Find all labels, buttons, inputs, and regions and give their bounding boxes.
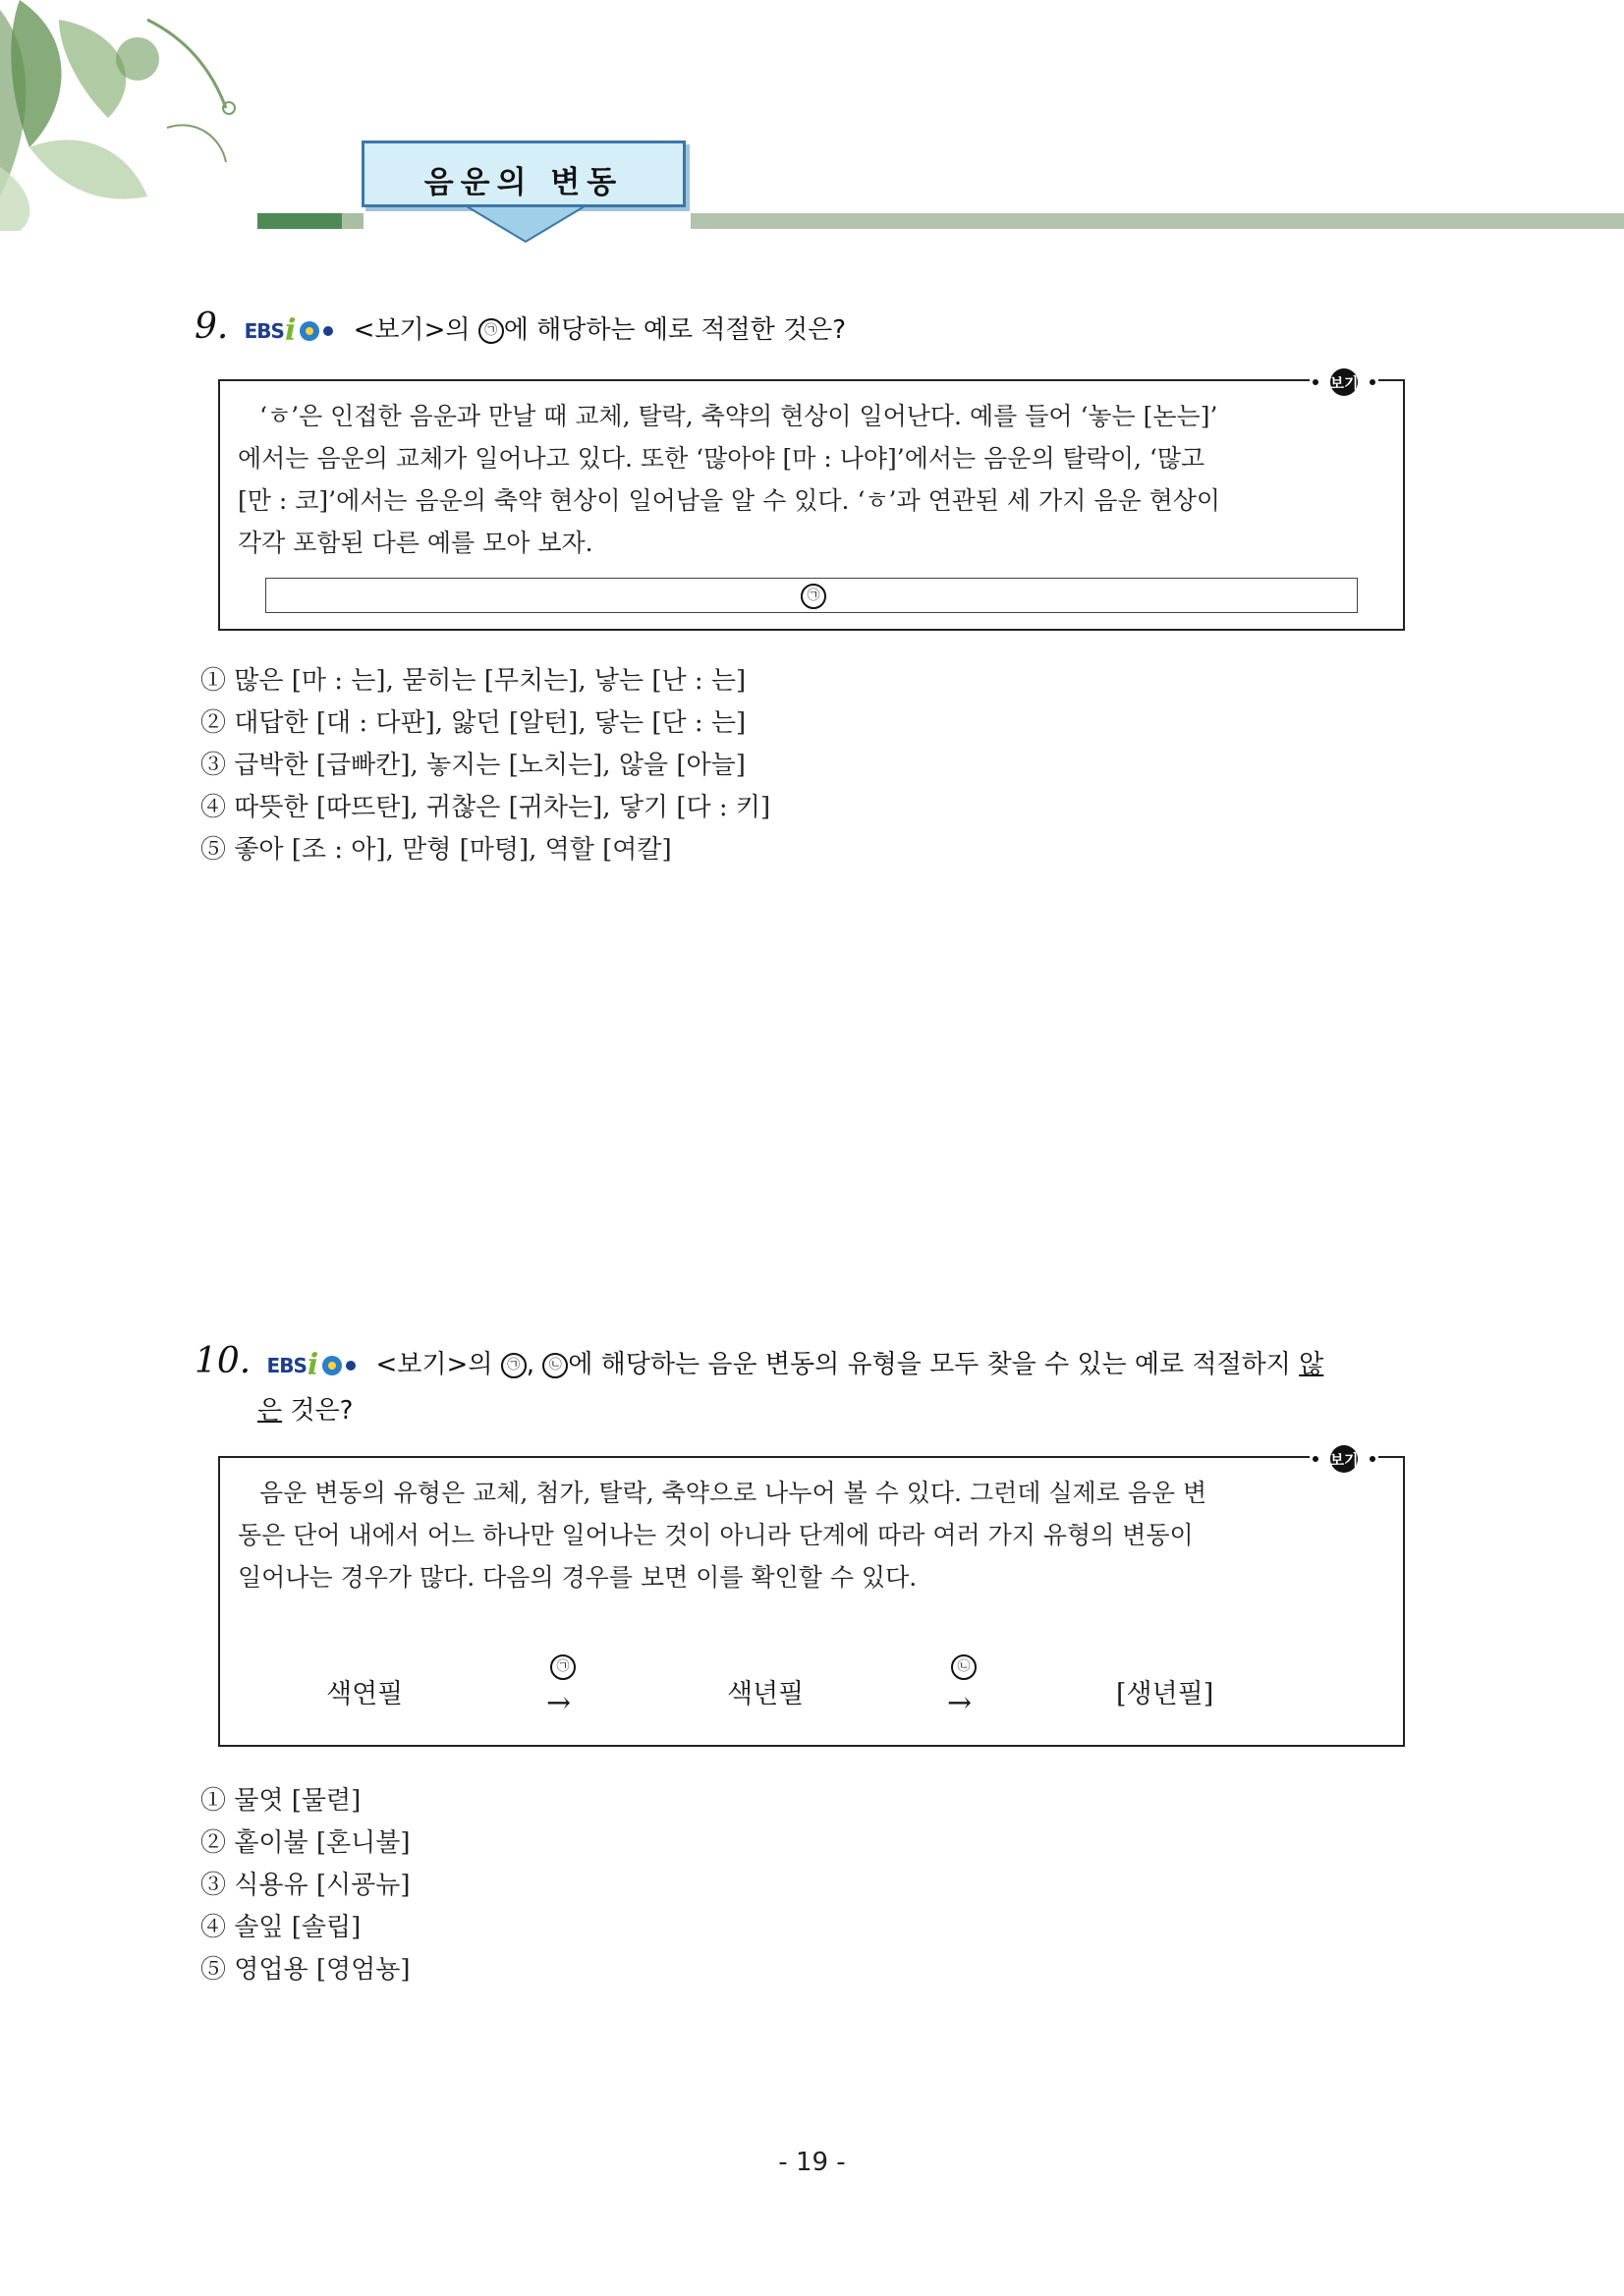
section-title: 음운의 변동: [423, 165, 624, 200]
choice-3[interactable]: ③ 식용유 [시굥뉴]: [200, 1871, 411, 1900]
step-marker-giyeok: ㉠: [550, 1654, 576, 1680]
question-9-blank-box: [265, 578, 1358, 613]
choice-1[interactable]: ① 많은 [마 : 는], 묻히는 [무치는], 낳는 [난 : 는]: [200, 666, 747, 696]
page-number: - 19 -: [778, 2148, 846, 2177]
step-marker-nieun: ㉡: [951, 1654, 977, 1680]
question-10-prompt-cont: 은 것은?: [257, 1396, 354, 1426]
title-arrow-icon: [462, 204, 589, 244]
header-bar-right: [691, 213, 1624, 229]
ebs-logo: EBS i: [267, 1348, 359, 1382]
bogi-badge-icon: [1310, 1442, 1378, 1476]
arrow-right-icon: →: [947, 1686, 973, 1720]
header-leaf-decoration: [0, 0, 255, 231]
marker-giyeok: ㉠: [501, 1353, 527, 1378]
marker-giyeok: ㉠: [478, 318, 504, 344]
question-9-prompt: 9. EBS i <보기>의 ㉠ 에 해당하는 예로 적절한 것은?: [195, 307, 847, 348]
question-10-number: 10.: [195, 1341, 252, 1381]
section-title-box: [362, 140, 686, 207]
flow-word-1: 색연필: [326, 1679, 404, 1709]
choice-5[interactable]: ⑤ 영업용 [영엄뇽]: [200, 1955, 411, 1985]
emphasis-underline: 않: [1299, 1350, 1324, 1379]
svg-text:보기: 보기: [1329, 1451, 1359, 1469]
flow-word-2: 색년필: [727, 1679, 805, 1709]
question-9-passage: ‘ㅎ’은 인접한 음운과 만날 때 교체, 탈락, 축약의 현상이 일어난다. 예를 들어 ‘놓는 [논는]’ 에서는 음운의 교체가 일어나고 있다. 또한 ‘많아야 [마 : 나야]’에서는 음운의 탈락이, ‘많고 [만 : 코]’에서는 음운의 축약 현상이 일어남을 알 수 있다. ‘ㅎ’과 연관된 세 가지 음운 현상이 각각 포함된 다른 예를 모아 보자.: [238, 402, 1221, 557]
choice-5[interactable]: ⑤ 좋아 [조 : 아], 맏형 [마텽], 역할 [여칼]: [200, 835, 672, 865]
choice-4[interactable]: ④ 따뜻한 [따뜨탄], 귀찮은 [귀차는], 닿기 [다 : 키]: [200, 793, 771, 822]
ebs-circle-icon: [298, 319, 335, 343]
bogi-badge-icon: [1310, 365, 1378, 399]
choice-1[interactable]: ① 물엿 [물렫]: [200, 1786, 362, 1816]
question-10-bogi-box: [218, 1456, 1405, 1747]
choice-3[interactable]: ③ 급박한 [급빠칸], 놓지는 [노치는], 않을 [아늘]: [200, 751, 746, 780]
choice-4[interactable]: ④ 솔잎 [솔립]: [200, 1913, 362, 1942]
question-9-bogi-box: [218, 379, 1405, 631]
flow-word-3: [생년필]: [1116, 1679, 1214, 1709]
question-9-number: 9.: [195, 307, 229, 347]
emphasis-underline: 은: [257, 1396, 283, 1426]
choice-2[interactable]: ② 홑이불 [혼니불]: [200, 1828, 411, 1858]
question-10-passage: 음운 변동의 유형은 교체, 첨가, 탈락, 축약으로 나누어 볼 수 있다. 그런데 실제로 음운 변 동은 단어 내에서 어느 하나만 일어나는 것이 아니라 단계에 따라 여러 가지 유형의 변동이 일어나는 경우가 많다. 다음의 경우를 보면 이를 확인할 수 있다.: [238, 1479, 1207, 1592]
arrow-right-icon: →: [546, 1686, 572, 1720]
header-bar-left: [257, 213, 342, 229]
marker-nieun: ㉡: [542, 1353, 568, 1378]
blank-marker-giyeok: ㉠: [801, 584, 826, 609]
question-10-prompt: 10. EBS i <보기>의 ㉠ , ㉡ 에 해당하는 음운 변동의 유형을 모두 찾을 수 있는 예로 적절하지 않: [195, 1341, 1324, 1382]
word-transformation-flow: [220, 1652, 1403, 1731]
svg-text:보기: 보기: [1329, 374, 1359, 392]
ebs-circle-icon: [320, 1354, 358, 1377]
header-bar-left-light: [342, 213, 364, 229]
ebs-logo: EBS i: [245, 313, 336, 348]
question-10-choices: [200, 1780, 411, 1991]
choice-2[interactable]: ② 대답한 [대 : 다판], 앓던 [알턴], 닿는 [단 : 는]: [200, 708, 747, 738]
question-9-choices: [200, 660, 770, 871]
